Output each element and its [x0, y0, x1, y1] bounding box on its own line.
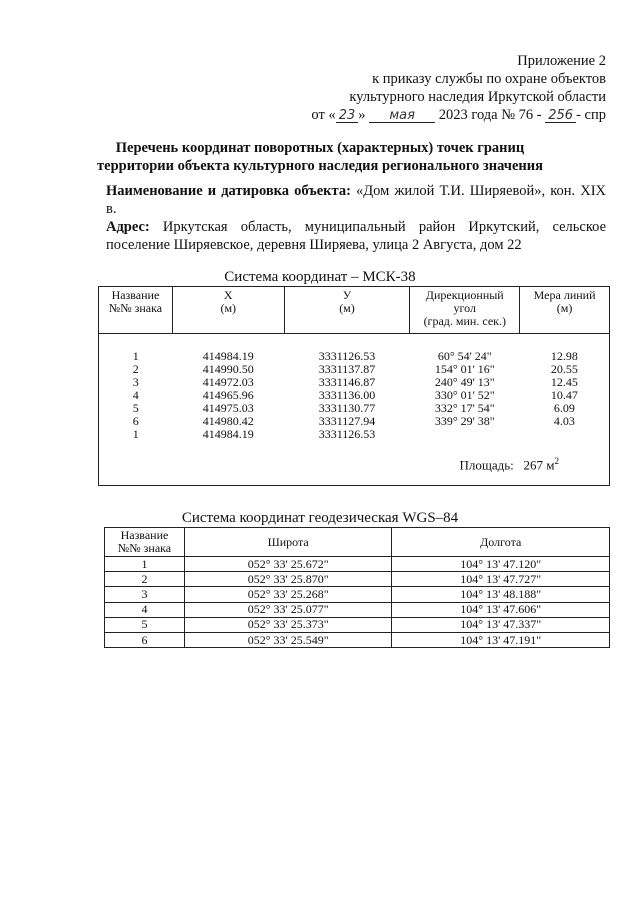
appendix-title: Приложение 2 — [517, 53, 606, 69]
area-value: 267 м — [523, 457, 555, 473]
x-value: 414980.42 — [202, 414, 254, 428]
point-number: 2 — [132, 362, 139, 376]
handwritten-order-number: 256 — [545, 109, 576, 123]
handwritten-month: мая — [369, 109, 435, 123]
table-row — [99, 428, 610, 441]
document-title — [0, 139, 640, 175]
latitude-value: 052° 33' 25.268" — [184, 587, 392, 602]
point-number: 1 — [105, 557, 185, 572]
object-name-value: «Дом жилой Т.И. Ширяевой», кон. XIX в. — [106, 183, 607, 217]
length-value: 10.47 — [550, 388, 578, 402]
order-reference: к приказу службы по охране объектов — [372, 71, 606, 87]
longitude-value: 104° 13' 47.120" — [392, 557, 610, 572]
msk38-body — [99, 334, 610, 486]
angle-value: 240° 49' 13" — [434, 375, 495, 389]
order-suffix: - спр — [576, 107, 606, 123]
y-value: 3331126.53 — [318, 349, 376, 363]
y-value: 3331137.87 — [318, 362, 376, 376]
x-value: 414984.19 — [202, 427, 254, 441]
latitude-value: 052° 33' 25.870" — [184, 572, 392, 587]
object-name-paragraph — [106, 182, 606, 218]
object-address-paragraph — [106, 218, 606, 254]
latitude-value: 052° 33' 25.549" — [184, 632, 392, 647]
header-latitude: Широта — [184, 528, 392, 557]
date-prefix: от « — [311, 107, 336, 123]
y-value: 3331136.00 — [318, 388, 376, 402]
header-y: У (м) — [284, 287, 410, 334]
address-label: Адрес: — [106, 219, 150, 235]
point-number: 1 — [132, 427, 139, 441]
point-number: 2 — [105, 572, 185, 587]
longitude-value: 104° 13' 47.606" — [392, 602, 610, 617]
y-value: 3331130.77 — [318, 401, 376, 415]
table-row — [105, 632, 610, 647]
title-line-2: территории объекта культурного наследия регионального значения — [97, 158, 543, 174]
point-number: 5 — [105, 617, 185, 632]
longitude-value: 104° 13' 48.188" — [392, 587, 610, 602]
point-number: 3 — [132, 375, 139, 389]
table-row — [105, 572, 610, 587]
point-number: 4 — [105, 602, 185, 617]
header-point-name: Название №№ знака — [99, 287, 173, 334]
length-value: 12.98 — [550, 349, 578, 363]
x-value: 414972.03 — [202, 375, 254, 389]
header-line-length: Мера линий (м) — [520, 287, 610, 334]
angle-value: 60° 54' 24" — [437, 349, 492, 363]
length-value: 20.55 — [550, 362, 578, 376]
point-number: 5 — [132, 401, 139, 415]
x-value: 414990.50 — [202, 362, 254, 376]
object-name-label: Наименование и датировка объекта: — [106, 183, 351, 199]
longitude-value: 104° 13' 47.191" — [392, 632, 610, 647]
y-value: 3331126.53 — [318, 427, 376, 441]
msk38-coordinates-table — [98, 286, 610, 486]
latitude-value: 052° 33' 25.672" — [184, 557, 392, 572]
latitude-value: 052° 33' 25.077" — [184, 602, 392, 617]
header-point-name: Название №№ знака — [105, 528, 185, 557]
msk38-header-row — [99, 287, 610, 334]
header-x: X (м) — [172, 287, 284, 334]
point-number: 6 — [105, 632, 185, 647]
authority-name: культурного наследия Иркутской области — [349, 89, 606, 105]
angle-value: 332° 17' 54" — [434, 401, 495, 415]
angle-value: 330° 01' 52" — [434, 388, 495, 402]
point-number: 4 — [132, 388, 139, 402]
appendix-header — [311, 52, 606, 124]
title-line-1: Перечень координат поворотных (характерных) точек границ — [115, 140, 525, 156]
y-value: 3331146.87 — [318, 375, 376, 389]
angle-value — [410, 428, 520, 441]
length-value: 12.45 — [550, 375, 578, 389]
address-value: Иркутская область, муниципальный район Иркутский, сельское поселение Ширяевское, деревня Ширяева, улица 2 Августа, дом 22 — [106, 219, 607, 253]
x-value: 414975.03 — [202, 401, 254, 415]
x-value: 414984.19 — [202, 349, 254, 363]
order-date-line — [311, 106, 606, 124]
length-value: 6.09 — [553, 401, 575, 415]
angle-value: 154° 01' 16" — [434, 362, 495, 376]
wgs84-caption: Система координат геодезическая WGS–84 — [181, 510, 459, 526]
length-value: 4.03 — [553, 414, 575, 428]
table-row — [105, 557, 610, 572]
point-number: 1 — [132, 349, 139, 363]
length-value — [520, 428, 610, 441]
table-row — [105, 587, 610, 602]
spacer — [99, 334, 610, 351]
msk38-caption: Система координат – МСК-38 — [224, 269, 416, 285]
x-value: 414965.96 — [202, 388, 254, 402]
header-direction-angle: Дирекционный угол (град. мин. сек.) — [410, 287, 520, 334]
wgs84-header-row — [105, 528, 610, 557]
date-mid: » — [358, 107, 366, 123]
year-text: 2023 года № 76 - — [438, 107, 542, 123]
handwritten-day: 23 — [336, 109, 359, 123]
header-longitude: Долгота — [392, 528, 610, 557]
table-row — [105, 617, 610, 632]
longitude-value: 104° 13' 47.337" — [392, 617, 610, 632]
angle-value: 339° 29' 38" — [434, 414, 495, 428]
area-cell — [99, 441, 610, 486]
point-number: 6 — [132, 414, 139, 428]
point-number: 3 — [105, 587, 185, 602]
latitude-value: 052° 33' 25.373" — [184, 617, 392, 632]
area-label: Площадь: — [459, 457, 514, 473]
longitude-value: 104° 13' 47.727" — [392, 572, 610, 587]
wgs84-coordinates-table — [104, 527, 610, 648]
table-row — [105, 602, 610, 617]
y-value: 3331127.94 — [318, 414, 376, 428]
area-unit-exponent: 2 — [554, 455, 559, 466]
